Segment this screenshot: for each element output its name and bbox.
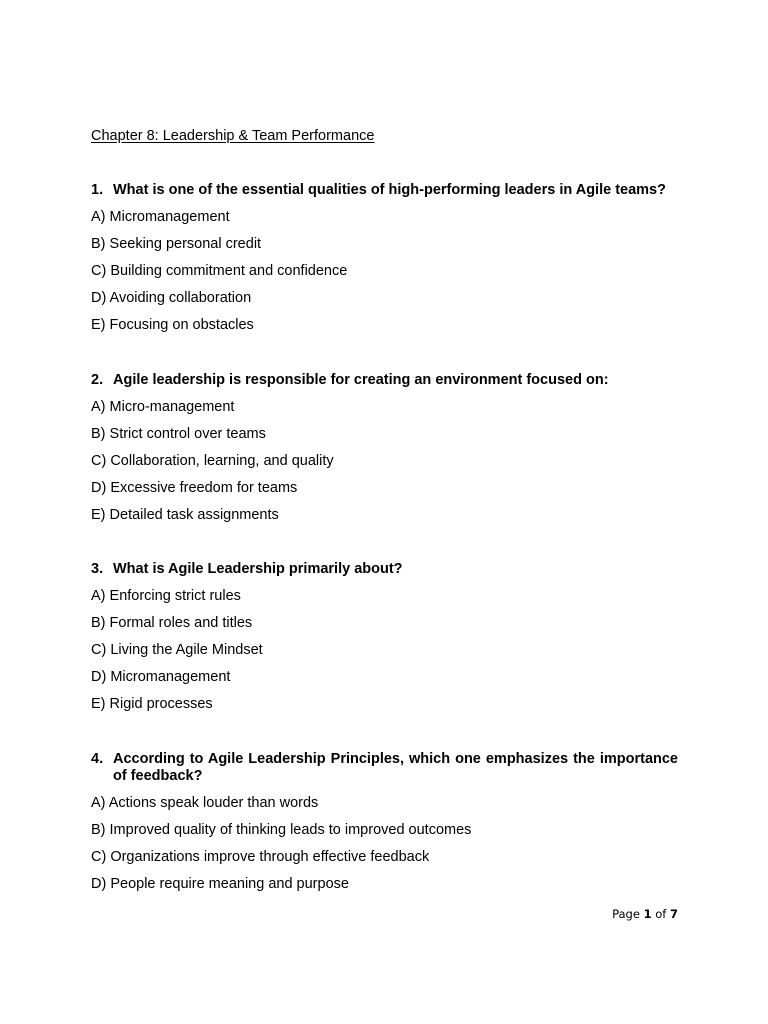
answer-option: D) People require meaning and purpose	[91, 876, 349, 893]
answer-option: A) Enforcing strict rules	[91, 588, 241, 604]
question-heading	[91, 751, 678, 785]
answer-option: A) Micro-management	[91, 399, 235, 415]
answer-option: E) Rigid processes	[91, 696, 213, 713]
answer-option: A) Micromanagement	[91, 209, 230, 225]
page-label: Page	[612, 907, 640, 921]
question-text: Agile leadership is responsible for creating an environment focused on:	[113, 372, 609, 388]
question-number: 1.	[91, 182, 104, 198]
question-4	[91, 751, 678, 903]
question-3	[91, 561, 678, 723]
answer-option: C) Building commitment and confidence	[91, 263, 348, 280]
answer-option: D) Excessive freedom for teams	[91, 480, 298, 497]
answer-option: C) Collaboration, learning, and quality	[91, 453, 334, 470]
answer-option: D) Micromanagement	[91, 669, 231, 686]
answer-option: E) Detailed task assignments	[91, 507, 279, 524]
question-text: What is Agile Leadership primarily about?	[113, 561, 403, 577]
question-number: 4.	[91, 751, 104, 767]
of-label: of	[655, 907, 667, 921]
question-heading	[91, 182, 678, 199]
current-page-number: 1	[643, 907, 652, 921]
answer-option: B) Improved quality of thinking leads to improved outcomes	[91, 822, 472, 839]
answer-option: D) Avoiding collaboration	[91, 290, 252, 307]
question-number: 3.	[91, 561, 104, 577]
answer-option: C) Living the Agile Mindset	[91, 642, 263, 659]
answer-option: A) Actions speak louder than words	[91, 795, 319, 811]
chapter-title: Chapter 8: Leadership & Team Performance	[91, 128, 375, 144]
answer-option: E) Focusing on obstacles	[91, 317, 254, 334]
page-number-footer	[612, 907, 678, 921]
answer-option: B) Strict control over teams	[91, 426, 266, 443]
question-1	[91, 182, 678, 344]
answer-option: B) Formal roles and titles	[91, 615, 253, 632]
question-heading	[91, 372, 678, 389]
total-pages-number: 7	[669, 907, 678, 921]
question-text: According to Agile Leadership Principles, which one emphasizes the importance of feedback?	[113, 751, 678, 784]
question-2	[91, 372, 678, 534]
answer-option: B) Seeking personal credit	[91, 236, 262, 253]
question-heading	[91, 561, 678, 578]
answer-option: C) Organizations improve through effective feedback	[91, 849, 430, 866]
question-number: 2.	[91, 372, 104, 388]
question-text: What is one of the essential qualities of high-performing leaders in Agile teams?	[113, 182, 666, 198]
